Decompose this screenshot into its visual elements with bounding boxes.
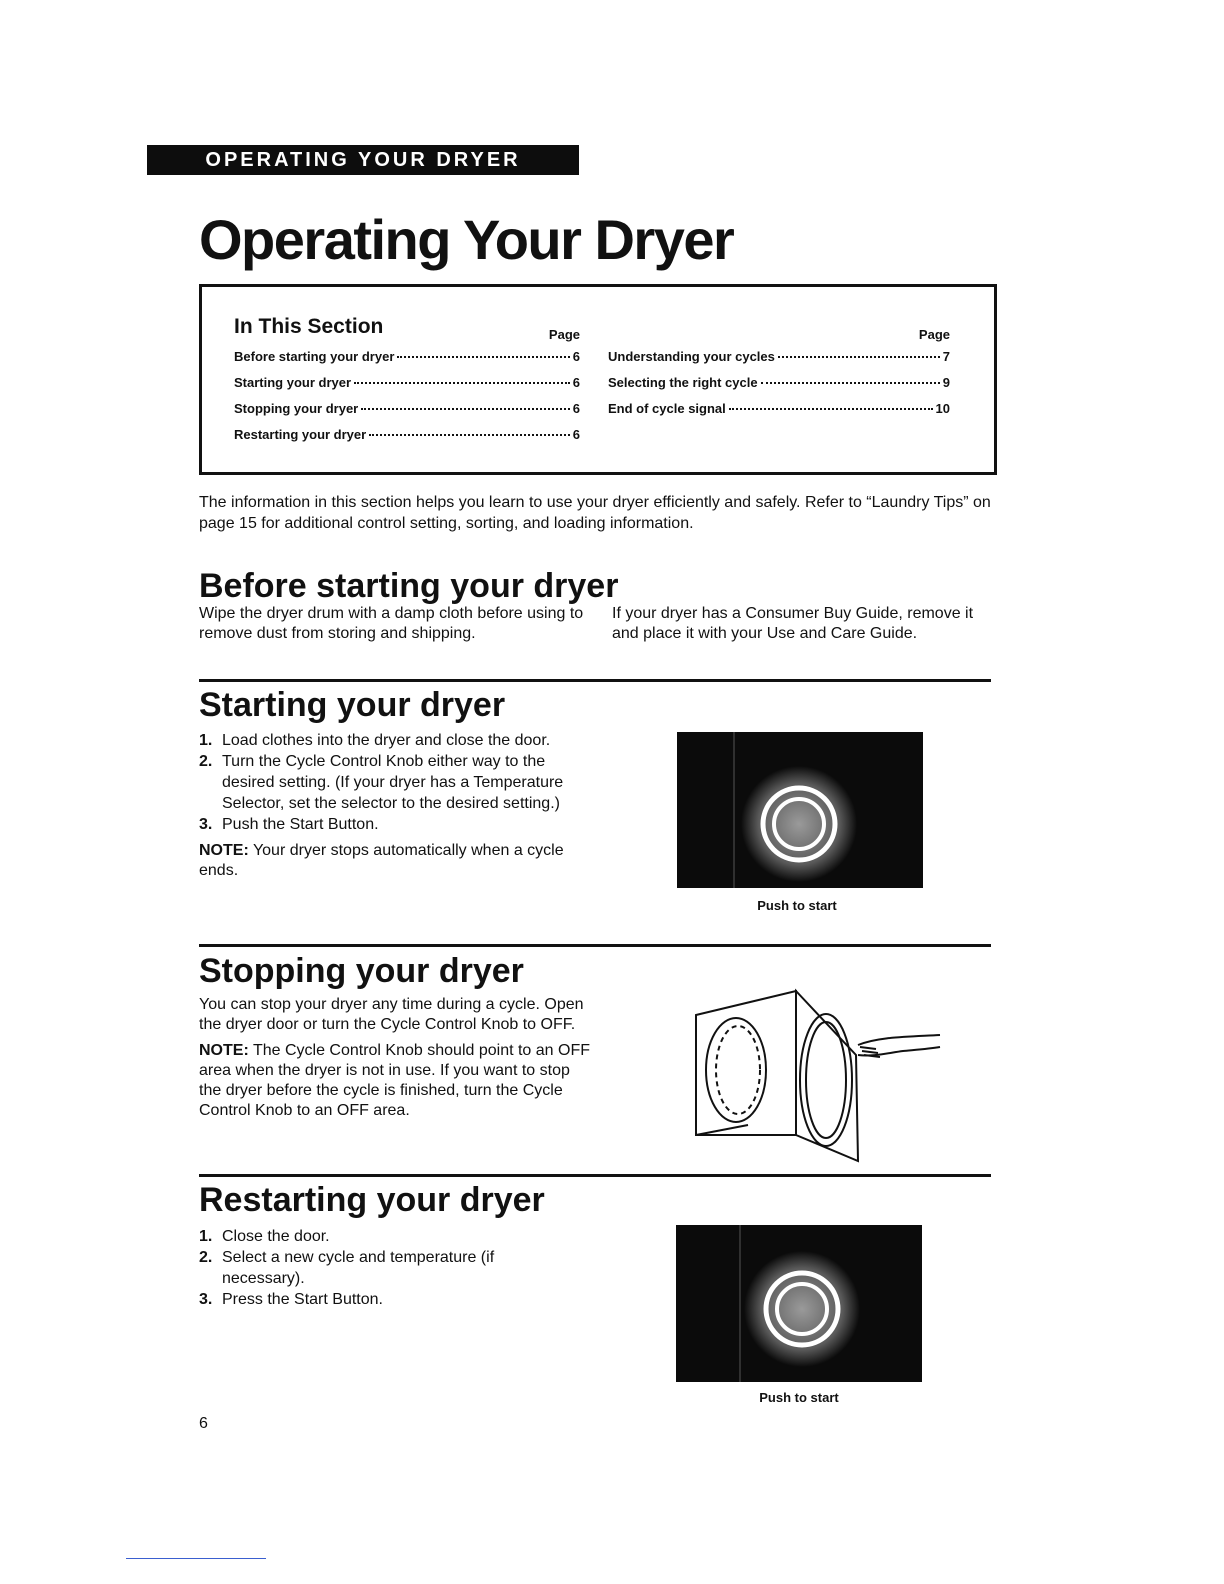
step-number: 1. bbox=[199, 732, 213, 749]
before-heading: Before starting your dryer bbox=[199, 567, 619, 605]
section-divider bbox=[199, 679, 991, 682]
toc-entry bbox=[608, 401, 950, 427]
step-number: 2. bbox=[199, 753, 213, 770]
step-number: 3. bbox=[199, 816, 213, 833]
restarting-section bbox=[199, 1180, 579, 1310]
note-text: Your dryer stops automatically when a cycle ends. bbox=[199, 842, 564, 879]
start-button-illustration-2 bbox=[676, 1225, 922, 1382]
note-label: NOTE: bbox=[199, 1042, 249, 1059]
starting-section bbox=[199, 685, 579, 881]
stopping-heading: Stopping your dryer bbox=[199, 952, 524, 990]
step-item bbox=[199, 751, 579, 814]
toc-entry bbox=[608, 349, 950, 375]
toc-entry-label: Understanding your cycles bbox=[608, 349, 775, 364]
toc-entry-label: Selecting the right cycle bbox=[608, 375, 758, 390]
start-button-illustration bbox=[677, 732, 923, 888]
note-text: The Cycle Control Knob should point to an OFF area when the dryer is not in use. If you want to stop the dryer before the cycle is finished, turn the Cycle Control Knob to an OFF area. bbox=[199, 1042, 590, 1119]
before-left-text: Wipe the dryer drum with a damp cloth before using to remove dust from storing and shipping. bbox=[199, 605, 584, 642]
step-item bbox=[199, 1247, 579, 1289]
restarting-steps bbox=[199, 1226, 579, 1310]
footer-line bbox=[126, 1558, 266, 1559]
step-number: 2. bbox=[199, 1249, 213, 1266]
toc-leader-dots bbox=[761, 382, 940, 384]
toc-entry bbox=[234, 375, 580, 401]
step-item bbox=[199, 1289, 579, 1310]
stopping-section bbox=[199, 951, 594, 1121]
toc-entry-page: 10 bbox=[935, 401, 950, 416]
toc-entry-label: Before starting your dryer bbox=[234, 349, 395, 364]
step-number: 1. bbox=[199, 1228, 213, 1245]
step-item bbox=[199, 730, 579, 751]
toc-entry bbox=[234, 427, 580, 453]
step-item bbox=[199, 1226, 579, 1247]
toc-leader-dots bbox=[369, 434, 570, 436]
toc-entry bbox=[234, 349, 580, 375]
toc-entry-page: 6 bbox=[572, 349, 580, 364]
section-divider bbox=[199, 944, 991, 947]
starting-note bbox=[199, 841, 579, 881]
start-caption: Push to start bbox=[757, 898, 837, 913]
toc-entry-page: 6 bbox=[572, 401, 580, 416]
step-text: Close the door. bbox=[222, 1228, 330, 1245]
step-item bbox=[199, 814, 579, 835]
toc-entry-label: End of cycle signal bbox=[608, 401, 726, 416]
toc-leader-dots bbox=[778, 356, 940, 358]
step-text: Push the Start Button. bbox=[222, 816, 379, 833]
step-text: Press the Start Button. bbox=[222, 1291, 383, 1308]
page-title: Operating Your Dryer bbox=[199, 208, 734, 271]
toc-leader-dots bbox=[397, 356, 569, 358]
toc-entry-page: 6 bbox=[572, 375, 580, 390]
toc-entry-page: 6 bbox=[572, 427, 580, 442]
toc-page-label: Page bbox=[918, 327, 950, 342]
before-section bbox=[199, 566, 999, 644]
note-label: NOTE: bbox=[199, 842, 249, 859]
step-text: Turn the Cycle Control Knob either way to the desired setting. (If your dryer has a Temperature Selector, set the selector to the desired setting.) bbox=[222, 753, 564, 812]
toc-entry bbox=[608, 375, 950, 401]
step-text: Load clothes into the dryer and close the door. bbox=[222, 732, 551, 749]
toc-leader-dots bbox=[361, 408, 570, 410]
step-text: Select a new cycle and temperature (if necessary). bbox=[222, 1249, 495, 1287]
starting-heading: Starting your dryer bbox=[199, 686, 506, 724]
toc-entry-label: Stopping your dryer bbox=[234, 401, 359, 416]
stopping-note bbox=[199, 1041, 594, 1121]
toc-entry-label: Starting your dryer bbox=[234, 375, 352, 390]
toc-entry-page: 7 bbox=[942, 349, 950, 364]
section-divider bbox=[199, 1174, 991, 1177]
toc-right-column bbox=[608, 327, 950, 427]
toc-box bbox=[199, 284, 997, 475]
restarting-heading: Restarting your dryer bbox=[199, 1181, 545, 1219]
toc-leader-dots bbox=[729, 408, 933, 410]
dryer-door-illustration bbox=[688, 985, 950, 1163]
toc-leader-dots bbox=[354, 382, 570, 384]
page-number: 6 bbox=[199, 1415, 208, 1432]
stopping-paragraph: You can stop your dryer any time during a cycle. Open the dryer door or turn the Cycle Control Knob to OFF. bbox=[199, 996, 584, 1033]
toc-left-column bbox=[234, 327, 580, 453]
toc-entry bbox=[234, 401, 580, 427]
section-banner: OPERATING YOUR DRYER bbox=[147, 145, 579, 175]
intro-paragraph: The information in this section helps you learn to use your dryer efficiently and safely. Refer to “Laundry Tips” on page 15 for additional control setting, sorting, and loading information. bbox=[199, 494, 991, 532]
starting-steps bbox=[199, 730, 579, 835]
toc-entry-page: 9 bbox=[942, 375, 950, 390]
restart-caption: Push to start bbox=[759, 1390, 839, 1405]
toc-entry-label: Restarting your dryer bbox=[234, 427, 367, 442]
toc-heading: In This Section bbox=[234, 315, 384, 338]
before-right-text: If your dryer has a Consumer Buy Guide, remove it and place it with your Use and Care Guide. bbox=[612, 605, 974, 642]
toc-page-label: Page bbox=[548, 327, 580, 342]
step-number: 3. bbox=[199, 1291, 213, 1308]
